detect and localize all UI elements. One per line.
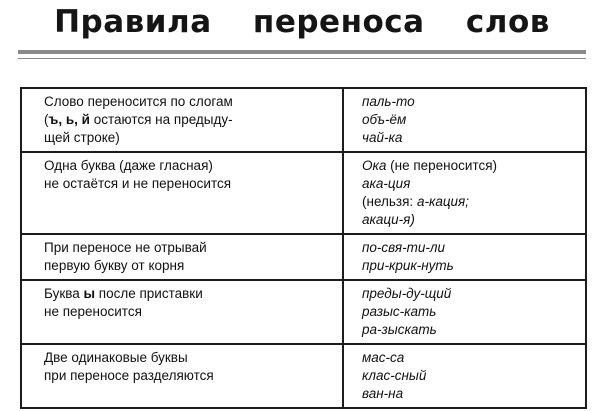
- example-note: (нельзя:: [362, 194, 417, 209]
- rule-cell: [21, 88, 343, 152]
- example-word: чай-ка: [362, 130, 403, 145]
- table-row: [21, 88, 586, 152]
- page-title: Правила переноса слов: [54, 4, 550, 40]
- example-word: преды-ду-щий: [362, 286, 452, 301]
- example-word: разыс-кать: [362, 304, 437, 319]
- example-word: паль-то: [362, 94, 415, 109]
- example-cell: [343, 344, 586, 408]
- rule-line: первую букву от корня: [44, 258, 185, 273]
- table-row: [21, 344, 586, 408]
- rules-table: [20, 87, 587, 409]
- example-word: а-кация;: [416, 194, 470, 209]
- table-row: [21, 152, 586, 234]
- rule-line: Буква ы после приставки: [44, 286, 203, 301]
- example-word: ака-ция: [362, 176, 411, 191]
- example-word: Ока: [362, 158, 387, 173]
- rule-line: Одна буква (даже гласная): [44, 158, 213, 173]
- rule-line: Слово переносится по слогам: [44, 94, 233, 109]
- example-word: по-свя-ти-ли: [362, 240, 446, 255]
- example-cell: [343, 280, 586, 344]
- title-underline-thick: [18, 50, 586, 54]
- example-cell: [343, 234, 586, 280]
- bold-letters: ы: [83, 286, 96, 301]
- rule-line: При переносе не отрывай: [44, 240, 207, 255]
- rule-line: не остаётся и не переносится: [44, 176, 232, 191]
- rule-cell: [21, 344, 343, 408]
- rule-line: щей строке): [44, 130, 120, 145]
- rule-cell: [21, 234, 343, 280]
- example-word: объ-ём: [362, 112, 407, 127]
- table-row: [21, 280, 586, 344]
- example-line: [362, 193, 577, 211]
- example-cell: [343, 152, 586, 234]
- example-word: ван-на: [362, 386, 404, 401]
- example-word: при-крик-нуть: [362, 258, 454, 273]
- table-row: [21, 234, 586, 280]
- example-word: акаци-я): [362, 212, 415, 227]
- bold-letters: ъ, ь, й: [48, 112, 90, 127]
- example-cell: [343, 88, 586, 152]
- rule-line: не переносится: [44, 304, 142, 319]
- example-note: (не переносится): [386, 158, 498, 173]
- rule-cell: [21, 280, 343, 344]
- title-underline-thin: [18, 58, 586, 59]
- rule-line: при переносе разделяются: [44, 368, 214, 383]
- example-word: ра-зыскать: [362, 322, 437, 337]
- example-line: [362, 157, 577, 175]
- example-word: мас-са: [362, 350, 405, 365]
- rule-line: Две одинаковые буквы: [44, 350, 188, 365]
- rule-line: (ъ, ь, й остаются на предыду-: [44, 112, 233, 127]
- example-word: клас-сный: [362, 368, 427, 383]
- rule-cell: [21, 152, 343, 234]
